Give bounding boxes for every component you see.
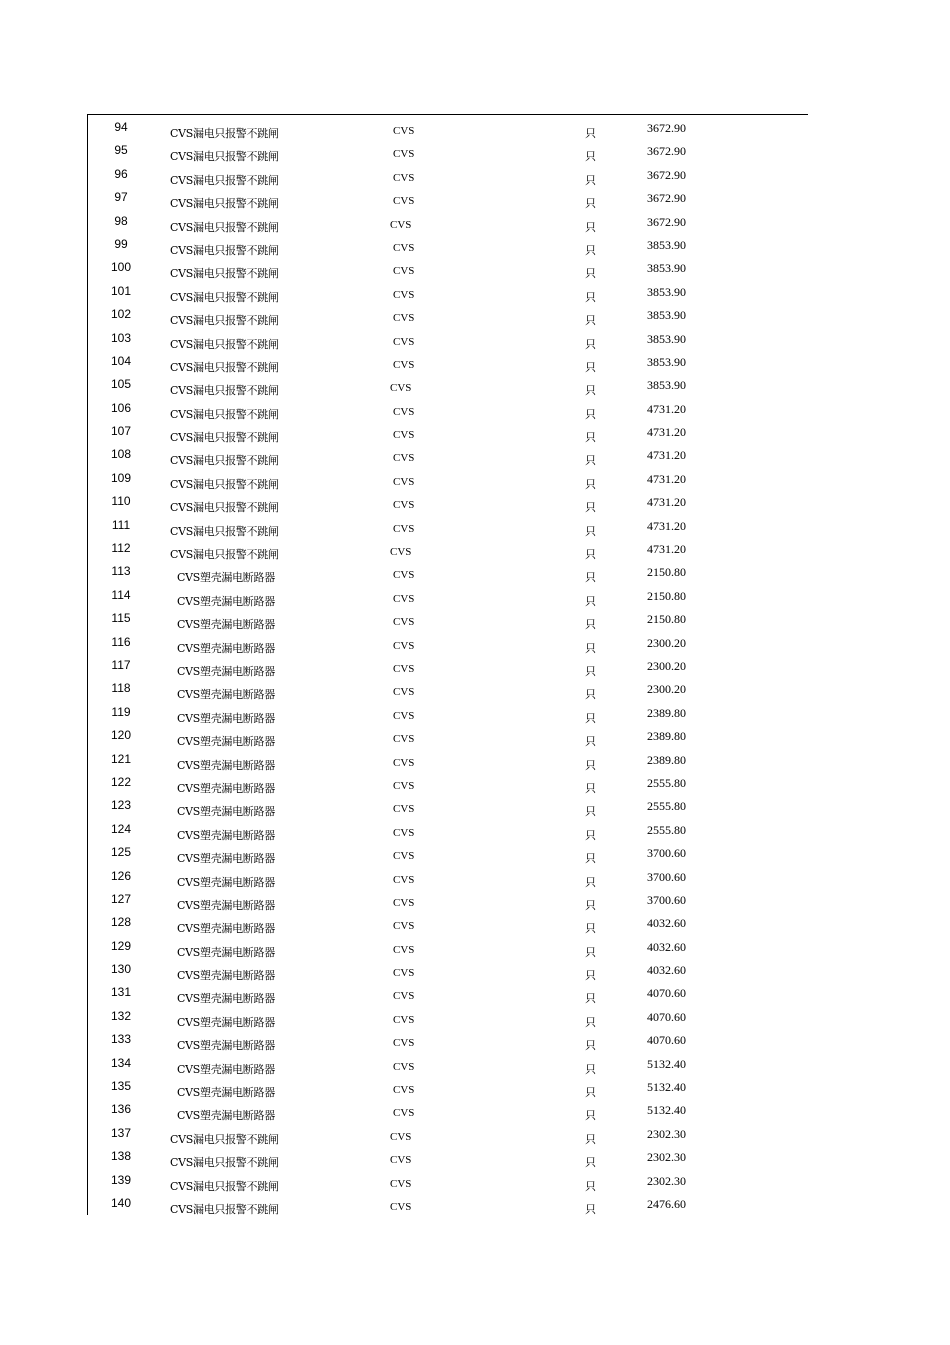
product-name-cell: CVS漏电只报警不跳闸 bbox=[170, 150, 279, 164]
unit-price-cell: 2300.20 bbox=[647, 682, 686, 697]
product-name-cell: CVS塑壳漏电断路器 bbox=[177, 875, 275, 889]
brand-cell: CVS bbox=[393, 195, 415, 208]
brand-cell: CVS bbox=[393, 288, 415, 301]
row-number-cell: 119 bbox=[111, 704, 131, 719]
row-number-cell: 110 bbox=[111, 494, 131, 509]
unit-cell: 只 bbox=[585, 618, 596, 632]
product-name-cell: CVS漏电只报警不跳闸 bbox=[170, 384, 279, 398]
brand-cell: CVS bbox=[393, 241, 415, 254]
brand-cell: CVS bbox=[393, 967, 415, 980]
brand-cell: CVS bbox=[393, 1037, 415, 1050]
unit-price-cell: 3853.90 bbox=[647, 331, 686, 346]
unit-cell: 只 bbox=[585, 688, 596, 702]
row-number-cell: 107 bbox=[110, 424, 132, 439]
table-row bbox=[0, 1170, 950, 1193]
unit-cell: 只 bbox=[585, 290, 596, 304]
table-row bbox=[0, 959, 950, 982]
unit-cell: 只 bbox=[585, 150, 596, 164]
row-number-cell: 94 bbox=[114, 120, 128, 134]
row-number-cell: 106 bbox=[110, 400, 132, 415]
row-number-cell: 115 bbox=[111, 611, 131, 626]
product-name-cell: CVS塑壳漏电断路器 bbox=[177, 571, 275, 585]
table-row bbox=[0, 374, 950, 397]
unit-price-cell: 4731.20 bbox=[647, 542, 686, 557]
unit-cell: 只 bbox=[585, 594, 596, 608]
unit-cell: 只 bbox=[585, 127, 596, 140]
brand-cell: CVS bbox=[393, 662, 415, 675]
brand-cell: CVS bbox=[393, 873, 415, 886]
product-name-cell: CVS漏电只报警不跳闸 bbox=[170, 1156, 279, 1170]
brand-cell: CVS bbox=[393, 920, 415, 933]
unit-price-cell: 3853.90 bbox=[647, 284, 686, 299]
unit-price-cell: 2389.80 bbox=[647, 705, 686, 720]
row-number-cell: 114 bbox=[111, 587, 131, 602]
product-name-cell: CVS塑壳漏电断路器 bbox=[177, 688, 275, 702]
unit-cell: 只 bbox=[585, 337, 596, 351]
row-number-cell: 116 bbox=[111, 634, 131, 649]
unit-price-cell: 4032.60 bbox=[647, 939, 686, 954]
unit-cell: 只 bbox=[585, 314, 596, 328]
unit-price-cell: 4731.20 bbox=[647, 425, 686, 440]
brand-cell: CVS bbox=[393, 1013, 415, 1026]
unit-cell: 只 bbox=[585, 758, 596, 772]
row-number-cell: 95 bbox=[114, 143, 128, 158]
table-row bbox=[0, 585, 950, 608]
unit-cell: 只 bbox=[585, 267, 596, 281]
unit-price-cell: 3853.90 bbox=[647, 237, 686, 252]
brand-cell: CVS bbox=[390, 1200, 412, 1213]
brand-cell: CVS bbox=[393, 779, 415, 792]
unit-price-cell: 3672.90 bbox=[647, 121, 686, 135]
table-row bbox=[0, 538, 950, 561]
product-name-cell: CVS塑壳漏电断路器 bbox=[177, 1062, 275, 1076]
unit-price-cell: 4070.60 bbox=[647, 986, 686, 1001]
brand-cell: CVS bbox=[393, 569, 415, 582]
row-number-cell: 121 bbox=[110, 751, 132, 766]
row-number-cell: 127 bbox=[110, 891, 132, 906]
table-row bbox=[0, 936, 950, 959]
table-row bbox=[0, 725, 950, 748]
brand-cell: CVS bbox=[393, 756, 415, 769]
product-name-cell: CVS漏电只报警不跳闸 bbox=[170, 243, 279, 257]
product-name-cell: CVS漏电只报警不跳闸 bbox=[170, 337, 279, 351]
unit-cell: 只 bbox=[585, 501, 596, 515]
product-name-cell: CVS漏电只报警不跳闸 bbox=[170, 407, 279, 421]
brand-cell: CVS bbox=[393, 125, 415, 137]
row-number-cell: 135 bbox=[110, 1079, 132, 1094]
row-number-cell: 97 bbox=[114, 190, 128, 205]
table-row bbox=[0, 678, 950, 701]
row-number-cell: 117 bbox=[111, 657, 131, 672]
brand-cell: CVS bbox=[393, 709, 415, 722]
unit-price-cell: 4731.20 bbox=[647, 401, 686, 416]
unit-price-cell: 3853.90 bbox=[647, 354, 686, 369]
table-row bbox=[0, 468, 950, 491]
row-number-cell: 118 bbox=[111, 681, 131, 696]
row-number-cell: 98 bbox=[114, 213, 128, 228]
table-row bbox=[0, 632, 950, 655]
table-row bbox=[0, 1029, 950, 1052]
unit-price-cell: 2555.80 bbox=[647, 775, 686, 790]
unit-price-cell: 3853.90 bbox=[647, 378, 686, 393]
row-number-cell: 133 bbox=[110, 1032, 132, 1047]
unit-cell: 只 bbox=[585, 220, 596, 234]
row-number-cell: 137 bbox=[110, 1125, 132, 1140]
product-name-cell: CVS塑壳漏电断路器 bbox=[177, 735, 275, 749]
unit-cell: 只 bbox=[585, 360, 596, 374]
unit-price-cell: 2555.80 bbox=[647, 799, 686, 814]
unit-cell: 只 bbox=[585, 1015, 596, 1029]
unit-cell: 只 bbox=[585, 548, 596, 562]
table-row bbox=[0, 304, 950, 327]
row-number-cell: 131 bbox=[110, 985, 132, 1000]
product-name-cell: CVS漏电只报警不跳闸 bbox=[170, 220, 279, 234]
table-row bbox=[0, 795, 950, 818]
row-number-cell: 126 bbox=[110, 868, 132, 883]
product-name-cell: CVS漏电只报警不跳闸 bbox=[170, 197, 279, 211]
unit-cell: 只 bbox=[585, 477, 596, 491]
table-row bbox=[0, 257, 950, 280]
brand-cell: CVS bbox=[393, 592, 415, 605]
table-row bbox=[0, 351, 950, 374]
unit-price-cell: 3672.90 bbox=[647, 144, 686, 159]
unit-cell: 只 bbox=[585, 805, 596, 819]
unit-price-cell: 3853.90 bbox=[647, 261, 686, 276]
brand-cell: CVS bbox=[390, 546, 412, 559]
row-number-cell: 136 bbox=[110, 1102, 132, 1117]
table-row bbox=[0, 444, 950, 467]
brand-cell: CVS bbox=[393, 358, 415, 371]
product-name-cell: CVS塑壳漏电断路器 bbox=[177, 618, 275, 632]
product-name-cell: CVS塑壳漏电断路器 bbox=[177, 1086, 275, 1100]
unit-price-cell: 5132.40 bbox=[647, 1056, 686, 1071]
product-name-cell: CVS塑壳漏电断路器 bbox=[177, 1015, 275, 1029]
table-row bbox=[0, 140, 950, 163]
table-row bbox=[0, 421, 950, 444]
unit-cell: 只 bbox=[585, 922, 596, 936]
row-number-cell: 105 bbox=[110, 377, 132, 392]
table-row bbox=[0, 866, 950, 889]
row-number-cell: 139 bbox=[110, 1172, 132, 1187]
unit-price-cell: 2300.20 bbox=[647, 635, 686, 650]
table-row bbox=[0, 1076, 950, 1099]
brand-cell: CVS bbox=[393, 1107, 415, 1120]
brand-cell: CVS bbox=[393, 943, 415, 956]
row-number-cell: 129 bbox=[110, 938, 132, 953]
product-name-cell: CVS漏电只报警不跳闸 bbox=[170, 524, 279, 538]
unit-cell: 只 bbox=[585, 1179, 596, 1193]
unit-cell: 只 bbox=[585, 875, 596, 889]
unit-price-cell: 5132.40 bbox=[647, 1103, 686, 1118]
row-number-cell: 134 bbox=[110, 1055, 132, 1070]
table-body bbox=[0, 117, 950, 1216]
table-row bbox=[0, 772, 950, 795]
table-row bbox=[0, 491, 950, 514]
brand-cell: CVS bbox=[393, 312, 415, 325]
brand-cell: CVS bbox=[390, 1177, 412, 1190]
unit-cell: 只 bbox=[585, 945, 596, 959]
unit-price-cell: 2555.80 bbox=[647, 822, 686, 837]
product-name-cell: CVS塑壳漏电断路器 bbox=[177, 711, 275, 725]
row-number-cell: 132 bbox=[110, 1008, 132, 1023]
brand-cell: CVS bbox=[393, 896, 415, 909]
brand-cell: CVS bbox=[390, 218, 412, 231]
unit-price-cell: 3700.60 bbox=[647, 869, 686, 884]
table-row bbox=[0, 1053, 950, 1076]
product-name-cell: CVS塑壳漏电断路器 bbox=[177, 781, 275, 795]
product-name-cell: CVS漏电只报警不跳闸 bbox=[170, 454, 279, 468]
unit-cell: 只 bbox=[585, 1132, 596, 1146]
brand-cell: CVS bbox=[390, 1154, 412, 1167]
brand-cell: CVS bbox=[393, 639, 415, 652]
table-row bbox=[0, 702, 950, 725]
unit-price-cell: 4032.60 bbox=[647, 916, 686, 931]
row-number-cell: 124 bbox=[110, 821, 132, 836]
table-row bbox=[0, 842, 950, 865]
product-name-cell: CVS塑壳漏电断路器 bbox=[177, 1039, 275, 1053]
unit-price-cell: 2150.80 bbox=[647, 588, 686, 603]
table-row bbox=[0, 1146, 950, 1169]
row-number-cell: 140 bbox=[110, 1195, 132, 1210]
brand-cell: CVS bbox=[393, 148, 415, 161]
product-name-cell: CVS塑壳漏电断路器 bbox=[177, 922, 275, 936]
product-name-cell: CVS塑壳漏电断路器 bbox=[177, 594, 275, 608]
product-name-cell: CVS塑壳漏电断路器 bbox=[177, 852, 275, 866]
brand-cell: CVS bbox=[393, 733, 415, 746]
product-name-cell: CVS塑壳漏电断路器 bbox=[177, 945, 275, 959]
table-row bbox=[0, 328, 950, 351]
unit-cell: 只 bbox=[585, 992, 596, 1006]
product-name-cell: CVS塑壳漏电断路器 bbox=[177, 641, 275, 655]
product-name-cell: CVS漏电只报警不跳闸 bbox=[170, 314, 279, 328]
unit-cell: 只 bbox=[585, 243, 596, 257]
product-name-cell: CVS漏电只报警不跳闸 bbox=[170, 501, 279, 515]
unit-cell: 只 bbox=[585, 735, 596, 749]
table-top-border bbox=[87, 114, 808, 115]
table-row bbox=[0, 819, 950, 842]
row-number-cell: 99 bbox=[114, 236, 128, 251]
unit-price-cell: 4070.60 bbox=[647, 1033, 686, 1048]
brand-cell: CVS bbox=[393, 1060, 415, 1073]
unit-cell: 只 bbox=[585, 431, 596, 445]
unit-cell: 只 bbox=[585, 641, 596, 655]
product-name-cell: CVS漏电只报警不跳闸 bbox=[170, 290, 279, 304]
table-row bbox=[0, 211, 950, 234]
brand-cell: CVS bbox=[393, 429, 415, 442]
brand-cell: CVS bbox=[393, 616, 415, 629]
unit-cell: 只 bbox=[585, 173, 596, 187]
unit-cell: 只 bbox=[585, 1062, 596, 1076]
unit-price-cell: 4731.20 bbox=[647, 518, 686, 533]
product-name-cell: CVS塑壳漏电断路器 bbox=[177, 758, 275, 772]
unit-cell: 只 bbox=[585, 1086, 596, 1100]
unit-price-cell: 2476.60 bbox=[647, 1196, 686, 1211]
row-number-cell: 108 bbox=[110, 447, 132, 462]
unit-cell: 只 bbox=[585, 852, 596, 866]
product-name-cell: CVS漏电只报警不跳闸 bbox=[170, 431, 279, 445]
product-name-cell: CVS塑壳漏电断路器 bbox=[177, 969, 275, 983]
unit-price-cell: 3672.90 bbox=[647, 214, 686, 229]
brand-cell: CVS bbox=[393, 475, 415, 488]
unit-price-cell: 5132.40 bbox=[647, 1080, 686, 1095]
brand-cell: CVS bbox=[393, 405, 415, 418]
table-row bbox=[0, 749, 950, 772]
unit-cell: 只 bbox=[585, 828, 596, 842]
unit-price-cell: 2150.80 bbox=[647, 612, 686, 627]
table-row bbox=[0, 1006, 950, 1029]
row-number-cell: 120 bbox=[110, 728, 132, 743]
table-row bbox=[0, 117, 950, 140]
brand-cell: CVS bbox=[393, 850, 415, 863]
row-number-cell: 123 bbox=[110, 798, 132, 813]
unit-price-cell: 4032.60 bbox=[647, 963, 686, 978]
unit-cell: 只 bbox=[585, 407, 596, 421]
unit-cell: 只 bbox=[585, 197, 596, 211]
brand-cell: CVS bbox=[390, 382, 412, 395]
table-row bbox=[0, 982, 950, 1005]
brand-cell: CVS bbox=[393, 452, 415, 465]
table-row bbox=[0, 889, 950, 912]
brand-cell: CVS bbox=[393, 171, 415, 184]
product-name-cell: CVS漏电只报警不跳闸 bbox=[170, 173, 279, 187]
brand-cell: CVS bbox=[393, 686, 415, 699]
row-number-cell: 138 bbox=[110, 1149, 132, 1164]
row-number-cell: 130 bbox=[110, 962, 132, 977]
unit-cell: 只 bbox=[585, 524, 596, 538]
table-row bbox=[0, 1123, 950, 1146]
product-name-cell: CVS塑壳漏电断路器 bbox=[177, 664, 275, 678]
unit-price-cell: 2302.30 bbox=[647, 1150, 686, 1165]
unit-cell: 只 bbox=[585, 781, 596, 795]
row-number-cell: 125 bbox=[110, 845, 132, 860]
unit-cell: 只 bbox=[585, 1156, 596, 1170]
unit-price-cell: 3700.60 bbox=[647, 892, 686, 907]
unit-price-cell: 3672.90 bbox=[647, 191, 686, 206]
unit-price-cell: 2302.30 bbox=[647, 1173, 686, 1188]
product-name-cell: CVS漏电只报警不跳闸 bbox=[170, 360, 279, 374]
unit-price-cell: 3700.60 bbox=[647, 846, 686, 861]
table-row bbox=[0, 515, 950, 538]
table-row bbox=[0, 234, 950, 257]
unit-price-cell: 2389.80 bbox=[647, 729, 686, 744]
unit-price-cell: 4731.20 bbox=[647, 471, 686, 486]
product-name-cell: CVS漏电只报警不跳闸 bbox=[170, 127, 279, 140]
unit-cell: 只 bbox=[585, 384, 596, 398]
table-row bbox=[0, 655, 950, 678]
row-number-cell: 102 bbox=[110, 307, 132, 322]
product-name-cell: CVS塑壳漏电断路器 bbox=[177, 828, 275, 842]
row-number-cell: 122 bbox=[110, 774, 132, 789]
unit-price-cell: 2150.80 bbox=[647, 565, 686, 580]
product-name-cell: CVS漏电只报警不跳闸 bbox=[170, 267, 279, 281]
row-number-cell: 96 bbox=[114, 166, 128, 181]
row-number-cell: 111 bbox=[111, 517, 131, 532]
product-name-cell: CVS漏电只报警不跳闸 bbox=[170, 1179, 279, 1193]
unit-price-cell: 2300.20 bbox=[647, 658, 686, 673]
row-number-cell: 109 bbox=[110, 470, 132, 485]
unit-price-cell: 4070.60 bbox=[647, 1009, 686, 1024]
product-name-cell: CVS漏电只报警不跳闸 bbox=[170, 1202, 279, 1216]
unit-cell: 只 bbox=[585, 898, 596, 912]
row-number-cell: 100 bbox=[110, 260, 132, 275]
brand-cell: CVS bbox=[393, 990, 415, 1003]
unit-price-cell: 3853.90 bbox=[647, 308, 686, 323]
unit-cell: 只 bbox=[585, 664, 596, 678]
product-name-cell: CVS漏电只报警不跳闸 bbox=[170, 548, 279, 562]
unit-price-cell: 2302.30 bbox=[647, 1126, 686, 1141]
table-row bbox=[0, 281, 950, 304]
table-row bbox=[0, 912, 950, 935]
brand-cell: CVS bbox=[390, 1130, 412, 1143]
product-name-cell: CVS漏电只报警不跳闸 bbox=[170, 1132, 279, 1146]
unit-cell: 只 bbox=[585, 1039, 596, 1053]
unit-cell: 只 bbox=[585, 969, 596, 983]
brand-cell: CVS bbox=[393, 522, 415, 535]
row-number-cell: 128 bbox=[110, 915, 132, 930]
brand-cell: CVS bbox=[393, 826, 415, 839]
brand-cell: CVS bbox=[393, 1084, 415, 1097]
unit-cell: 只 bbox=[585, 571, 596, 585]
table-row bbox=[0, 164, 950, 187]
product-name-cell: CVS漏电只报警不跳闸 bbox=[170, 477, 279, 491]
unit-price-cell: 4731.20 bbox=[647, 448, 686, 463]
brand-cell: CVS bbox=[393, 265, 415, 278]
unit-price-cell: 3672.90 bbox=[647, 167, 686, 182]
table-row bbox=[0, 398, 950, 421]
unit-cell: 只 bbox=[585, 1109, 596, 1123]
row-number-cell: 112 bbox=[111, 541, 131, 556]
row-number-cell: 104 bbox=[110, 353, 132, 368]
brand-cell: CVS bbox=[393, 499, 415, 512]
table-row bbox=[0, 1193, 950, 1216]
product-name-cell: CVS塑壳漏电断路器 bbox=[177, 992, 275, 1006]
unit-cell: 只 bbox=[585, 1202, 596, 1216]
table-row bbox=[0, 608, 950, 631]
unit-cell: 只 bbox=[585, 454, 596, 468]
unit-price-cell: 4731.20 bbox=[647, 495, 686, 510]
unit-cell: 只 bbox=[585, 711, 596, 725]
table-row bbox=[0, 187, 950, 210]
product-name-cell: CVS塑壳漏电断路器 bbox=[177, 1109, 275, 1123]
table-row bbox=[0, 561, 950, 584]
table-row bbox=[0, 1099, 950, 1122]
row-number-cell: 101 bbox=[110, 283, 132, 298]
brand-cell: CVS bbox=[393, 335, 415, 348]
row-number-cell: 113 bbox=[111, 564, 131, 579]
product-name-cell: CVS塑壳漏电断路器 bbox=[177, 805, 275, 819]
row-number-cell: 103 bbox=[110, 330, 132, 345]
unit-price-cell: 2389.80 bbox=[647, 752, 686, 767]
product-name-cell: CVS塑壳漏电断路器 bbox=[177, 898, 275, 912]
brand-cell: CVS bbox=[393, 803, 415, 816]
